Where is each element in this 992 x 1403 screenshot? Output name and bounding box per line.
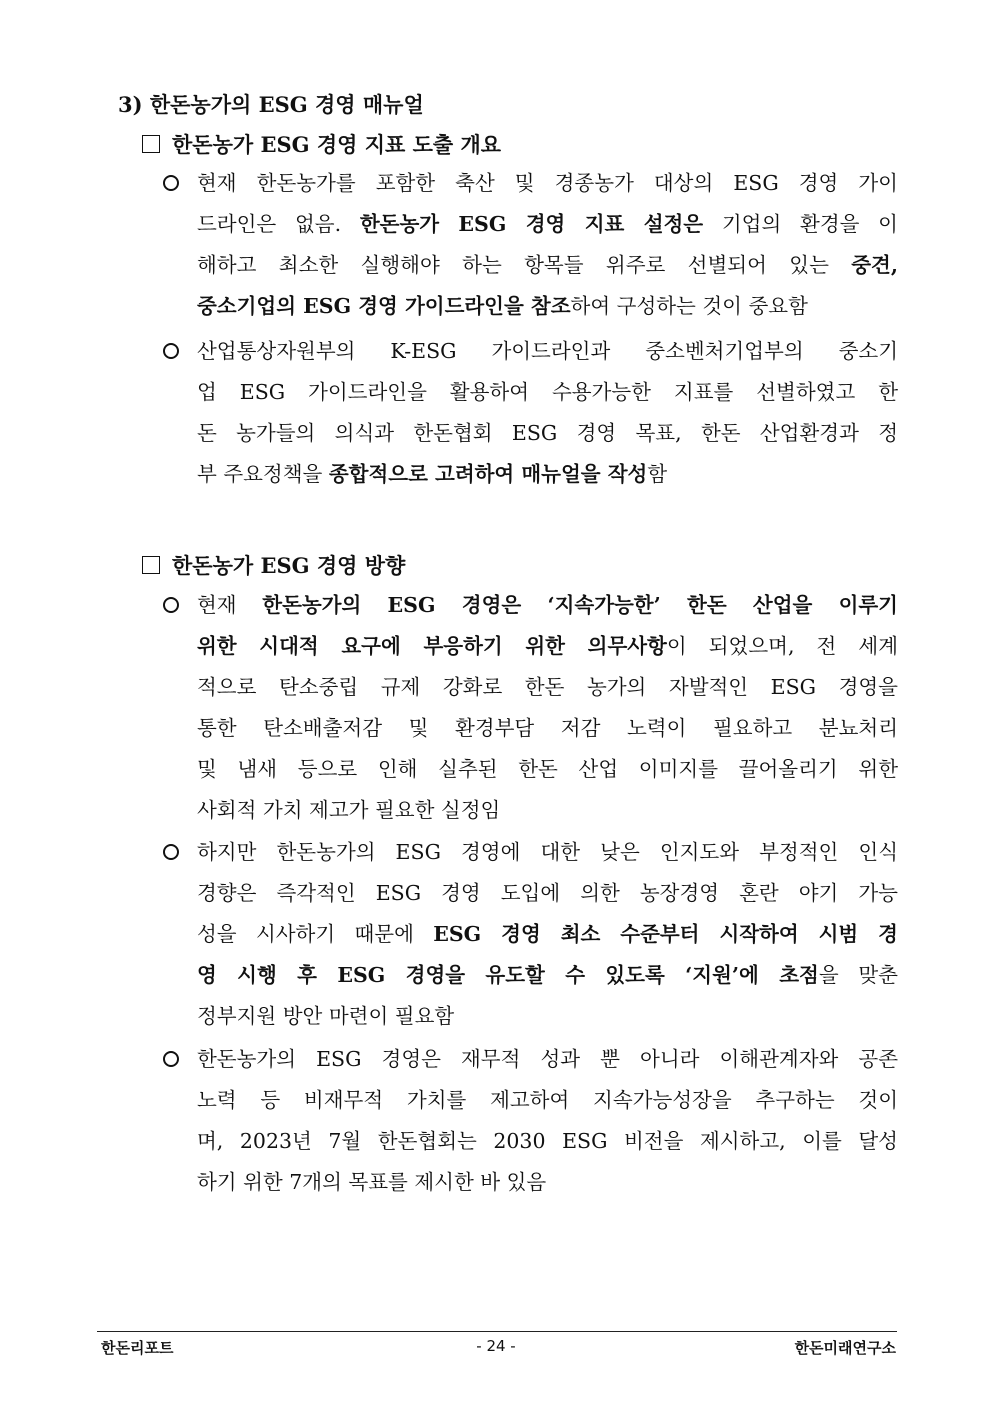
bullet-paragraph: [163, 832, 898, 1037]
paragraph-line: [197, 1080, 898, 1121]
subsection-heading-direction: [142, 551, 405, 581]
body-text: 산업통상자원부의 K-ESG 가이드라인과 중소벤처기업부의 중소기: [197, 339, 898, 363]
bullet-paragraph: [163, 1039, 898, 1203]
footer-institute-name: 한돈미래연구소: [794, 1339, 896, 1357]
subsection-heading-text: 한돈농가 ESG 경영 방향: [172, 553, 406, 578]
paragraph-line: [197, 245, 898, 286]
emphasized-text: 위한 시대적 요구에 부응하기 위한 의무사항: [197, 634, 667, 658]
emphasized-text: 종합적으로 고려하여 매뉴얼을 작성: [328, 462, 648, 486]
circle-bullet-icon: [163, 343, 179, 359]
body-text: 하기 위한 7개의 목표를 제시한 바 있음: [197, 1170, 547, 1194]
body-text: 하여 구성하는 것이 중요함: [570, 294, 808, 318]
emphasized-text: 중견,: [851, 253, 898, 277]
paragraph-line: [197, 749, 898, 790]
body-text: 통한 탄소배출저감 및 환경부담 저감 노력이 필요하고 분뇨처리: [197, 716, 898, 740]
body-text: 성을 시사하기 때문에: [197, 922, 434, 946]
paragraph-line: [197, 873, 898, 914]
body-text: 현재: [197, 593, 263, 617]
body-text: 및 냄새 등으로 인해 실추된 한돈 산업 이미지를 끌어올리기 위한: [197, 757, 898, 781]
emphasized-text: 한돈농가 ESG 경영 지표 설정은: [359, 212, 704, 236]
checkbox-square-icon: [142, 556, 160, 574]
subsection-heading-text: 한돈농가 ESG 경영 지표 도출 개요: [172, 132, 502, 157]
emphasized-text: 한돈농가의 ESG 경영은 ‘지속가능한’ 한돈 산업을 이루기: [262, 593, 898, 617]
bullet-paragraph: [163, 585, 898, 831]
paragraph-line: [197, 1121, 898, 1162]
body-text: 하지만 한돈농가의 ESG 경영에 대한 낮은 인지도와 부정적인 인식: [197, 840, 898, 864]
body-text: 드라인은 없음.: [197, 212, 360, 236]
section-title: 3) 한돈농가의 ESG 경영 매뉴얼: [118, 92, 424, 117]
paragraph-line: [197, 286, 898, 327]
body-text: 기업의 환경을 이: [703, 212, 898, 236]
paragraph-line: [197, 955, 898, 996]
paragraph-line: [197, 163, 898, 204]
paragraph-line: [197, 832, 898, 873]
paragraph-line: [197, 204, 898, 245]
body-text: 한돈농가의 ESG 경영은 재무적 성과 뿐 아니라 이해관계자와 공존: [197, 1047, 898, 1071]
paragraph-line: [197, 413, 898, 454]
footer-report-name: 한돈리포트: [101, 1339, 174, 1357]
body-text: 해하고 최소한 실행해야 하는 항목들 위주로 선별되어 있는: [197, 253, 852, 277]
paragraph-line: [197, 996, 898, 1037]
emphasized-text: 영 시행 후 ESG 경영을 유도할 수 있도록 ‘지원’에 초점: [197, 963, 819, 987]
subsection-heading-indicator-overview: [142, 130, 501, 160]
body-text: 노력 등 비재무적 가치를 제고하여 지속가능성장을 추구하는 것이: [197, 1088, 898, 1112]
paragraph-line: [197, 1162, 898, 1203]
circle-bullet-icon: [163, 175, 179, 191]
paragraph-line: [197, 626, 898, 667]
paragraph-line: [197, 372, 898, 413]
paragraph-line: [197, 914, 898, 955]
body-text: 이 되었으며, 전 세계: [666, 634, 898, 658]
bullet-paragraph: [163, 331, 898, 495]
body-text: 업 ESG 가이드라인을 활용하여 수용가능한 지표를 선별하였고 한: [197, 380, 898, 404]
emphasized-text: ESG 경영 최소 수준부터 시작하여 시범 경: [433, 922, 898, 946]
footer-page-number: - 24 -: [476, 1337, 516, 1355]
body-text: 함: [647, 462, 668, 486]
emphasized-text: 중소기업의 ESG 경영 가이드라인을 참조: [197, 294, 571, 318]
body-text: 현재 한돈농가를 포함한 축산 및 경종농가 대상의 ESG 경영 가이: [197, 171, 898, 195]
paragraph-line: [197, 331, 898, 372]
paragraph-line: [197, 454, 898, 495]
body-text: 을 맞춘: [818, 963, 898, 987]
body-text: 적으로 탄소중립 규제 강화로 한돈 농가의 자발적인 ESG 경영을: [197, 675, 898, 699]
body-text: 경향은 즉각적인 ESG 경영 도입에 의한 농장경영 혼란 야기 가능: [197, 881, 898, 905]
body-text: 정부지원 방안 마련이 필요함: [197, 1004, 455, 1028]
paragraph-line: [197, 667, 898, 708]
footer-divider: [97, 1331, 897, 1332]
bullet-paragraph: [163, 163, 898, 327]
paragraph-line: [197, 1039, 898, 1080]
circle-bullet-icon: [163, 844, 179, 860]
paragraph-line: [197, 708, 898, 749]
checkbox-square-icon: [142, 135, 160, 153]
body-text: 며, 2023년 7월 한돈협회는 2030 ESG 비전을 제시하고, 이를 달성: [197, 1129, 898, 1153]
circle-bullet-icon: [163, 1051, 179, 1067]
body-text: 사회적 가치 제고가 필요한 실정임: [197, 798, 501, 822]
paragraph-line: [197, 790, 898, 831]
paragraph-line: [197, 585, 898, 626]
circle-bullet-icon: [163, 597, 179, 613]
body-text: 돈 농가들의 의식과 한돈협회 ESG 경영 목표, 한돈 산업환경과 정: [197, 421, 898, 445]
body-text: 부 주요정책을: [197, 462, 329, 486]
